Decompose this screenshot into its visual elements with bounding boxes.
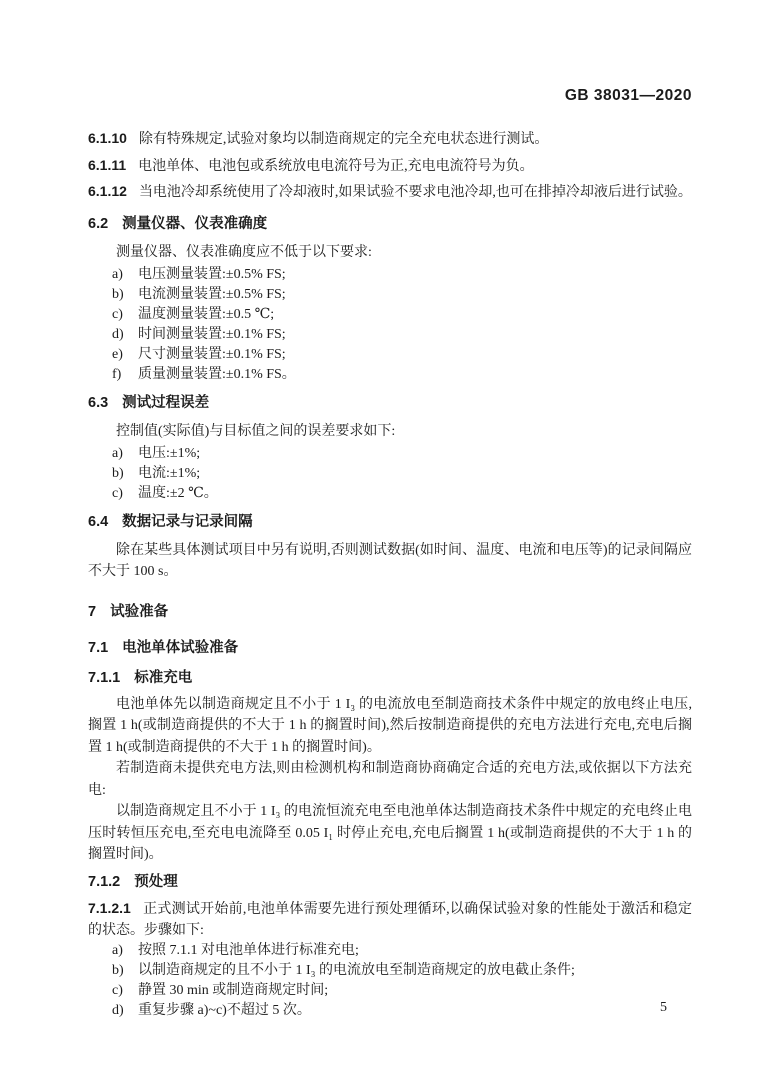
clause-6-1-10 (88, 126, 692, 153)
clause-text: 正式测试开始前,电池单体需要先进行预处理循环,以确保试验对象的性能处于激活和稳定的状态。步骤如下: (88, 901, 692, 938)
preconditioning-steps-list (88, 941, 692, 1021)
page-header (88, 86, 692, 106)
list-item-label: a) (112, 445, 123, 461)
section-paragraph: 除在某些具体测试项目中另有说明,否则测试数据(如时间、温度、电流和电压等)的记录间隔应不大于 100 s。 (88, 542, 692, 579)
section-title: 试验准备 (110, 603, 169, 620)
clause-text: 电池单体、电池包或系统放电电流符号为正,充电电流符号为负。 (138, 158, 534, 174)
list-item-text: 重复步骤 a)~c)不超过 5 次。 (138, 1002, 311, 1018)
list-item (112, 444, 692, 464)
list-item (112, 285, 692, 305)
section-title: 测试过程误差 (122, 394, 210, 411)
section-heading-7-1 (88, 638, 692, 658)
paragraph-standard-charge-2: 若制造商未提供充电方法,则由检测机构和制造商协商确定合适的充电方法,或依据以下方法充电: (88, 761, 692, 798)
list-item-label: d) (112, 326, 124, 342)
paragraph-standard-charge-3: 以制造商规定且不小于 1 I₃ 的电流恒流充电至电池单体达制造商技术条件中规定的充电终止电压时转恒压充电,至充电电流降至 0.05 I₁ 时停止充电,充电后搁置 1 h(或制造商提供的不大于 1 h 的搁置时间)。 (88, 804, 692, 862)
list-item-label: b) (112, 465, 124, 481)
section-number: 6.4 (88, 513, 109, 530)
section-7-1-1 (88, 668, 692, 866)
list-item (112, 484, 692, 504)
list-item-text: 温度:±2 ℃。 (138, 485, 218, 501)
section-intro: 控制值(实际值)与目标值之间的误差要求如下: (116, 423, 396, 439)
section-title: 数据记录与记录间隔 (122, 513, 253, 530)
list-item-label: b) (112, 962, 124, 978)
section-6-2 (88, 214, 692, 385)
clause-text: 当电池冷却系统使用了冷却液时,如果试验不要求电池冷却,也可在排掉冷却液后进行试验。 (138, 185, 692, 200)
section-title: 电池单体试验准备 (122, 639, 239, 656)
list-item-text: 时间测量装置:±0.1% FS; (138, 326, 286, 342)
list-item-text: 电流:±1%; (138, 465, 201, 481)
clause-6-1-12 (88, 179, 692, 206)
section-heading-6-2 (88, 214, 692, 234)
section-7-1-2 (88, 872, 692, 1021)
general-clauses (88, 126, 692, 206)
section-number: 6.2 (88, 215, 109, 232)
page-content (88, 86, 692, 1021)
list-item-text: 静置 30 min 或制造商规定时间; (138, 982, 329, 998)
list-item-label: c) (112, 982, 123, 998)
clause-6-1-11 (88, 153, 692, 180)
section-number: 6.3 (88, 394, 109, 411)
page-number: 5 (660, 1000, 667, 1015)
section-7-1 (88, 638, 692, 658)
section-heading-7 (88, 602, 692, 622)
doc-code: GB 38031—2020 (564, 87, 692, 104)
list-item-text: 尺寸测量装置:±0.1% FS; (138, 346, 286, 362)
section-number: 7.1.2 (88, 873, 121, 890)
list-item (112, 961, 692, 981)
list-item-label: f) (112, 366, 122, 382)
clause-text: 除有特殊规定,试验对象均以制造商规定的完全充电状态进行测试。 (138, 132, 549, 147)
list-item (112, 265, 692, 285)
list-item (112, 1001, 692, 1021)
list-item-text: 电压测量装置:±0.5% FS; (138, 266, 286, 282)
list-item-text: 质量测量装置:±0.1% FS。 (138, 366, 296, 382)
list-item-label: b) (112, 286, 124, 302)
list-item (112, 305, 692, 325)
list-item-text: 温度测量装置:±0.5 ℃; (138, 306, 275, 322)
list-item (112, 365, 692, 385)
section-7 (88, 602, 692, 622)
list-item-text: 电压:±1%; (138, 445, 201, 461)
section-heading-6-3 (88, 393, 692, 413)
clause-number: 6.1.10 (88, 130, 127, 146)
error-list (88, 444, 692, 504)
section-title: 标准充电 (134, 669, 193, 686)
list-item-label: a) (112, 942, 123, 958)
accuracy-list (88, 265, 692, 385)
list-item (112, 941, 692, 961)
clause-number: 6.1.11 (88, 156, 127, 173)
section-title: 测量仪器、仪表准确度 (122, 215, 268, 232)
list-item (112, 325, 692, 345)
list-item-label: e) (112, 346, 123, 362)
section-heading-7-1-2 (88, 872, 692, 892)
clause-7-1-2-1 (88, 898, 692, 941)
clause-number: 7.1.2.1 (88, 899, 131, 916)
list-item (112, 345, 692, 365)
section-6-3 (88, 393, 692, 504)
list-item-label: d) (112, 1002, 124, 1018)
paragraph-standard-charge-1: 电池单体先以制造商规定且不小于 1 I₃ 的电流放电至制造商技术条件中规定的放电终止电压,搁置 1 h(或制造商提供的不大于 1 h 的搁置时间),然后按制造商提供的充电方法进行充电,充电后搁置 1 h(或制造商提供的不大于 1 h 的搁置时间)。 (88, 696, 692, 755)
section-title: 预处理 (134, 873, 178, 890)
section-heading-6-4 (88, 512, 692, 532)
section-intro: 测量仪器、仪表准确度应不低于以下要求: (116, 244, 372, 260)
clause-number: 6.1.12 (88, 183, 127, 199)
section-heading-7-1-1 (88, 668, 692, 688)
list-item-text: 电流测量装置:±0.5% FS; (138, 286, 286, 302)
section-number: 7.1.1 (88, 669, 121, 686)
list-item-label: c) (112, 306, 123, 322)
section-6-4 (88, 512, 692, 582)
list-item (112, 981, 692, 1001)
section-number: 7.1 (88, 639, 109, 656)
list-item-label: c) (112, 485, 123, 501)
list-item-text: 按照 7.1.1 对电池单体进行标准充电; (138, 942, 359, 958)
list-item-label: a) (112, 266, 123, 282)
list-item-text: 以制造商规定的且不小于 1 I₃ 的电流放电至制造商规定的放电截止条件; (138, 962, 575, 978)
section-number: 7 (88, 603, 97, 620)
list-item (112, 464, 692, 484)
